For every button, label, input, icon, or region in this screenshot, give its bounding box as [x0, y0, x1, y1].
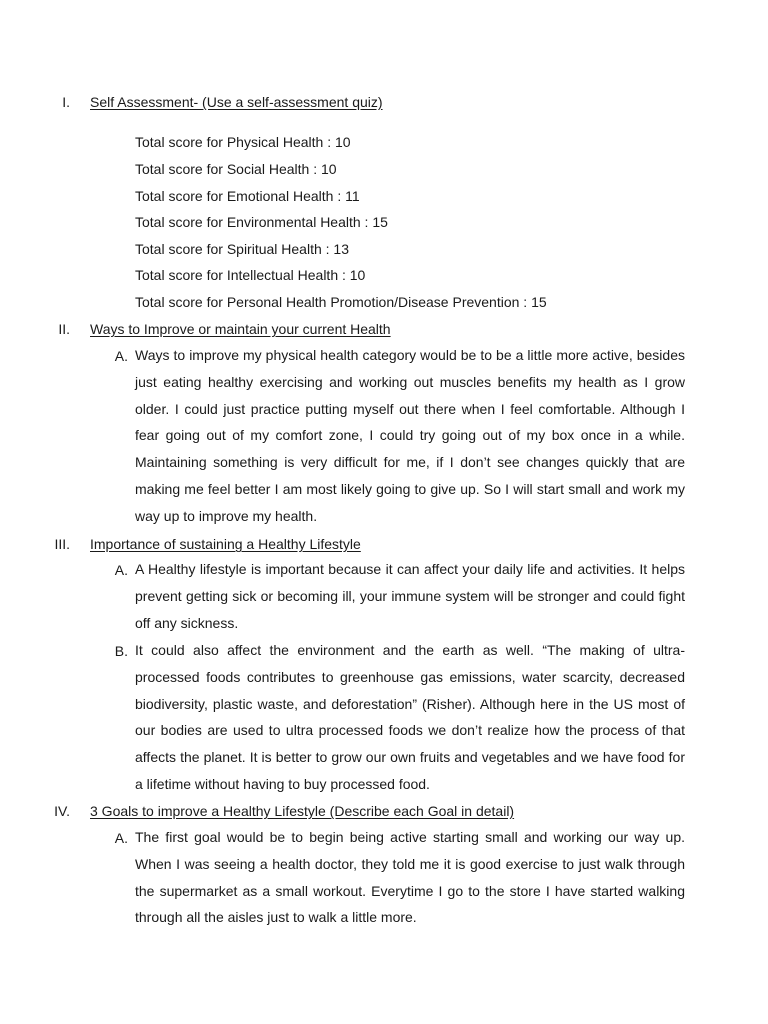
item-paragraph: It could also affect the environment and the earth as well. “The making of ultra-processed foods contributes to greenhouse gas emissions, water scarcity, decreased biodiversity, plastic waste, and deforestation” (Risher). Although here in the US most of our bodies are used to ultra processed foods we don’t realize how the process of that affects the planet. It is better to grow our own fruits and vegetables and we have food for a lifetime without having to buy processed food. [135, 642, 685, 792]
score-line: Total score for Physical Health : 10 [135, 134, 351, 150]
item-paragraph: The first goal would be to begin being active starting small and working our way up. When I was seeing a health doctor, they told me it is good exercise to just walk through the supermarket as a small workout. Everytime I go to the store I have started walking through all the aisles just to walk a little more. [135, 829, 685, 926]
section-numeral: IV. [54, 803, 70, 819]
score-line: Total score for Environmental Health : 15 [135, 214, 388, 230]
score-line: Total score for Intellectual Health : 10 [135, 267, 366, 283]
section-numeral: I. [62, 94, 70, 110]
item-paragraph: Ways to improve my physical health category would be to be a little more active, besides just eating healthy exercising and working out muscles benefits my health as I grow older. I could just practice putting myself out there when I feel comfortable. Although I fear going out of my comfort zone, I could try going out of my box once in a while. Maintaining something is very difficult for me, if I don’t see changes quickly that are making me feel better I am most likely going to give up. So I will start small and work my way up to improve my health. [135, 347, 685, 524]
section-numeral: II. [58, 321, 70, 337]
item-letter: A. [114, 348, 128, 364]
item-letter: A. [114, 562, 128, 578]
score-line: Total score for Social Health : 10 [135, 161, 337, 177]
item-letter: B. [114, 643, 128, 659]
item-paragraph: A Healthy lifestyle is important because it can affect your daily life and activities. It helps prevent getting sick or becoming ill, your immune system will be stronger and could fight off any sickness. [135, 561, 685, 631]
section-heading: 3 Goals to improve a Healthy Lifestyle (Describe each Goal in detail) [90, 803, 515, 819]
section-heading: Ways to Improve or maintain your current Health [90, 321, 391, 337]
score-line: Total score for Spiritual Health : 13 [135, 241, 349, 257]
section-numeral: III. [54, 536, 70, 552]
item-letter: A. [114, 830, 128, 846]
score-line: Total score for Emotional Health : 11 [135, 188, 360, 204]
section-heading: Self Assessment- (Use a self-assessment quiz) [90, 94, 383, 110]
score-line: Total score for Personal Health Promotion/Disease Prevention : 15 [135, 294, 547, 310]
section-heading: Importance of sustaining a Healthy Lifestyle [90, 536, 361, 552]
